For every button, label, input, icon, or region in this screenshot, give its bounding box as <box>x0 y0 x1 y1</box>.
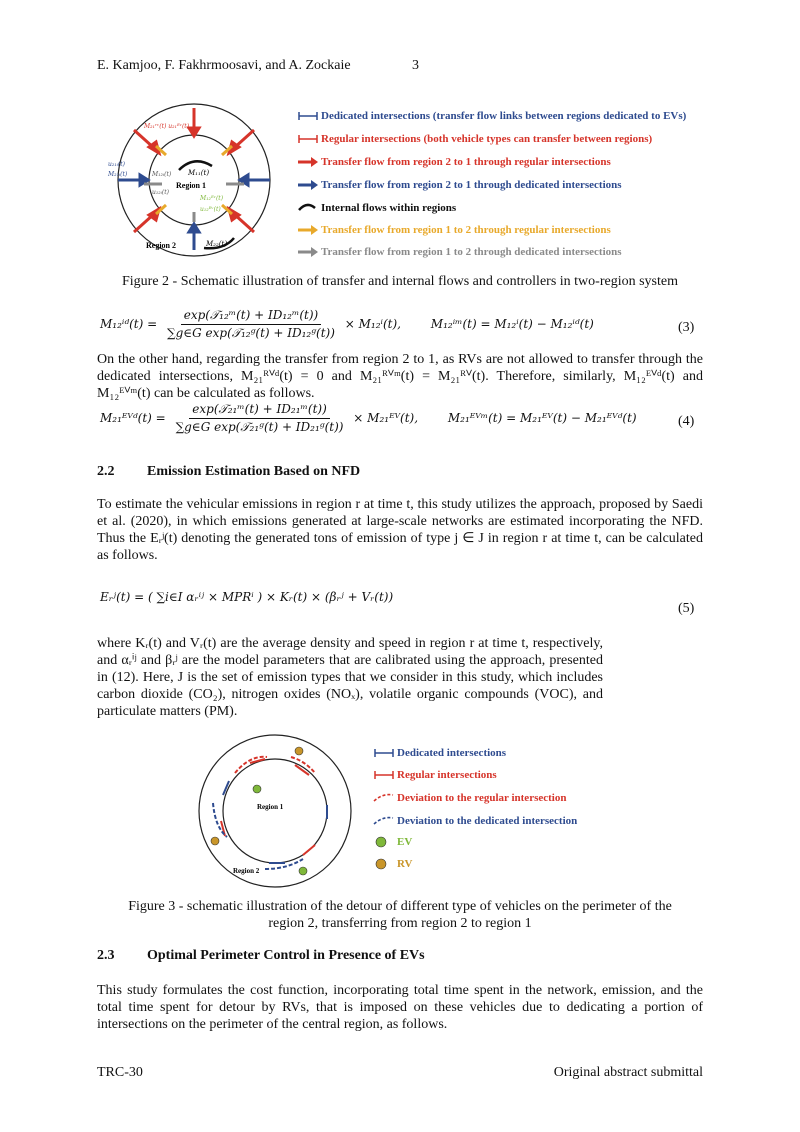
fig2-legend-red-flow: Transfer flow from region 2 to 1 through regular intersections <box>321 156 611 168</box>
green-dot-icon <box>376 837 386 847</box>
equation-3 <box>100 308 594 341</box>
figure2-diagram <box>104 100 294 265</box>
eq3-fraction <box>164 308 338 341</box>
fig2-m22-label: M₂₂(t) <box>206 240 228 248</box>
eq4-number: (4) <box>678 414 695 429</box>
eq4-numerator: exp(𝒯₂₁ᵐ(t) + ID₂₁ᵐ(t)) <box>189 402 329 419</box>
regular-bar-icon <box>375 771 393 779</box>
fig2-region2-label: Region 2 <box>146 241 176 250</box>
fig3-legend-rv: RV <box>397 858 413 870</box>
fig2-legend-internal: Internal flows within regions <box>321 202 457 214</box>
fig2-u12-left-label: u₁₂ᵢ(t) <box>152 189 169 196</box>
eq4-lhs: M₂₁ᴱⱽᵈ(t) = <box>100 411 166 425</box>
fig2-m21-top-label: M₂₁ʳᵛ(t) u₂₁ᴱᵛ(t) <box>144 123 190 130</box>
figure3-caption: Figure 3 - schematic illustration of the detour of different type of vehicles on the perimeter of the region 2, transferring from region 2 to region 1 <box>128 899 672 931</box>
fig3-legend-dedicated: Dedicated intersections <box>397 747 507 759</box>
fig3-legend-red-detour: Deviation to the regular intersection <box>397 792 567 804</box>
yellow-arrows <box>156 146 232 214</box>
paragraph-model-parameters: where Kᵣ(t) and Vᵣ(t) are the average density and speed in region r at time t, respectively, and αᵣⁱʲ and βᵣʲ are the model parameters that are calibrated using the approach, presented in (12). Here, J is the set of emission types that we consider in this study, which includes carbon dioxide (CO₂), nitrogen oxides (NOₓ), volatile organic compounds (VOC), and particulate matters (PM). <box>97 636 603 719</box>
fig3-rv-dot-2 <box>211 837 219 845</box>
fig2-u21-label: u₂₁ᵢ(t) <box>108 161 125 168</box>
fig2-m21-left-label: M₂₁ᵢ(t) <box>108 171 128 178</box>
blue-arrow-icon <box>298 180 318 190</box>
eq4-second: M₂₁ᴱⱽᵐ(t) = M₂₁ᴱⱽ(t) − M₂₁ᴱⱽᵈ(t) <box>447 411 637 425</box>
eq4-denominator: ∑g∈G exp(𝒯₂₁ᵍ(t) + ID₂₁ᵍ(t)) <box>175 420 344 434</box>
eq3-second: M₁₂ⁱᵐ(t) = M₁₂ⁱ(t) − M₁₂ⁱᵈ(t) <box>430 317 594 331</box>
fig3-legend-ev: EV <box>397 836 413 848</box>
fig2-legend-yellow-flow: Transfer flow from region 1 to 2 through regular intersections <box>321 224 611 236</box>
figure3-legend-markers <box>373 747 395 877</box>
fig3-region1-label: Region 1 <box>257 803 284 811</box>
dedicated-bar-icon <box>375 749 393 757</box>
eq3-tail: × M₁₂ⁱ(t), <box>344 317 401 331</box>
eq3-number: (3) <box>678 320 695 335</box>
footer-left: TRC-30 <box>97 1065 143 1080</box>
eq5-number: (5) <box>678 601 695 616</box>
regular-bar-icon <box>299 135 317 143</box>
section-2-3-title: Optimal Perimeter Control in Presence of EVs <box>147 948 425 963</box>
fig3-ev-dot-1 <box>253 785 261 793</box>
section-2-3-number: 2.3 <box>97 948 115 963</box>
gray-arrow-icon <box>298 247 318 257</box>
fig2-legend-blue-flow: Transfer flow from region 2 to 1 through dedicated intersections <box>321 179 622 191</box>
eq3-numerator: exp(𝒯₁₂ᵐ(t) + ID₁₂ᵐ(t)) <box>181 308 321 325</box>
eq3-denominator: ∑g∈G exp(𝒯₁₂ᵍ(t) + ID₁₂ᵍ(t)) <box>167 326 335 340</box>
eq4-tail: × M₂₁ᴱⱽ(t), <box>353 411 419 425</box>
figure2-legend-markers <box>297 110 319 260</box>
region1-circle <box>149 135 239 225</box>
blue-dashed-arrow-icon <box>374 818 393 824</box>
fig2-legend-regular: Regular intersections (both vehicle types can transfer between regions) <box>321 133 653 145</box>
header-page-number: 3 <box>412 58 419 73</box>
dedicated-bar-icon <box>299 112 317 120</box>
figure2-caption: Figure 2 - Schematic illustration of transfer and internal flows and controllers in two-region system <box>122 274 678 289</box>
yellow-arrow-icon <box>298 225 318 235</box>
fig2-m11-label: M₁₁(t) <box>188 169 210 177</box>
header-authors: E. Kamjoo, F. Fakhrmoosavi, and A. Zockaie <box>97 58 351 73</box>
fig2-legend-dedicated: Dedicated intersections (transfer flow links between regions dedicated to EVs) <box>321 110 687 122</box>
figure3-diagram <box>195 733 355 893</box>
orange-dot-icon <box>376 859 386 869</box>
fig3-region2-circle <box>199 735 351 887</box>
fig2-m12-left-label: M₁₂ᵢ(t) <box>152 171 172 178</box>
equation-4 <box>100 402 637 435</box>
red-arrow-icon <box>298 157 318 167</box>
fig2-legend-gray-flow: Transfer flow from region 1 to 2 through dedicated intersections <box>321 246 622 258</box>
fig3-ev-dot-2 <box>299 867 307 875</box>
fig3-legend-blue-detour: Deviation to the dedicated intersection <box>397 815 578 827</box>
red-dashed-arrow-icon <box>374 795 393 801</box>
curved-arrow-icon <box>299 205 315 210</box>
fig3-region2-label: Region 2 <box>233 867 260 875</box>
footer-right: Original abstract submittal <box>553 1065 703 1080</box>
fig3-rv-dot-1 <box>295 747 303 755</box>
eq3-lhs: M₁₂ⁱᵈ(t) = <box>100 317 158 331</box>
section-2-2-heading <box>97 464 360 480</box>
paragraph-cost-function: This study formulates the cost function, incorporating total time spent in the network, emission, and the total time spent for detour by RVs, that is imposed on these vehicles due to dedicating a portion of intersections on the perimeter of the central region, as follows. <box>97 983 703 1032</box>
section-2-2-title: Emission Estimation Based on NFD <box>147 464 361 479</box>
equation-5: Eᵣʲ(t) = ( ∑i∈I αᵣⁱʲ × MPRⁱ ) × Kᵣ(t) × (βᵣʲ + Vᵣ(t)) <box>100 590 394 604</box>
running-header <box>97 58 419 74</box>
fig2-m12-right-label: M₁₂ᴱᵛ(t) <box>200 195 224 202</box>
section-2-3-heading <box>97 948 425 964</box>
paragraph-rv-transfer: On the other hand, regarding the transfer from region 2 to 1, as RVs are not allowed to transfer through the dedicated intersections, M₂₁ᴿⱽᵈ(t) = 0 and M₂₁ᴿⱽᵐ(t) = M₂₁ᴿⱽ(t). Therefore, similarly, M₁₂ᴱⱽᵈ(t) and M₁₂ᴱⱽᵐ(t) can be calculated as follows. <box>97 352 703 401</box>
section-2-2-number: 2.2 <box>97 464 115 479</box>
paragraph-emission-approach: To estimate the vehicular emissions in region r at time t, this study utilizes the approach, proposed by Saedi et al. (2020), in which emissions generated at large-scale networks are estimated incorporating the NFD. Thus the Eᵣʲ(t) denoting the generated tons of emission of type j ∈ J in region r at time t, can be calculated as follows. <box>97 497 703 563</box>
fig3-dedicated-markers <box>223 781 327 863</box>
fig2-u12-right-label: u₁₂ᴱᵛ(t) <box>200 206 221 213</box>
eq4-fraction <box>173 402 347 435</box>
fig2-region1-label: Region 1 <box>176 181 206 190</box>
fig3-legend-regular: Regular intersections <box>397 769 497 781</box>
